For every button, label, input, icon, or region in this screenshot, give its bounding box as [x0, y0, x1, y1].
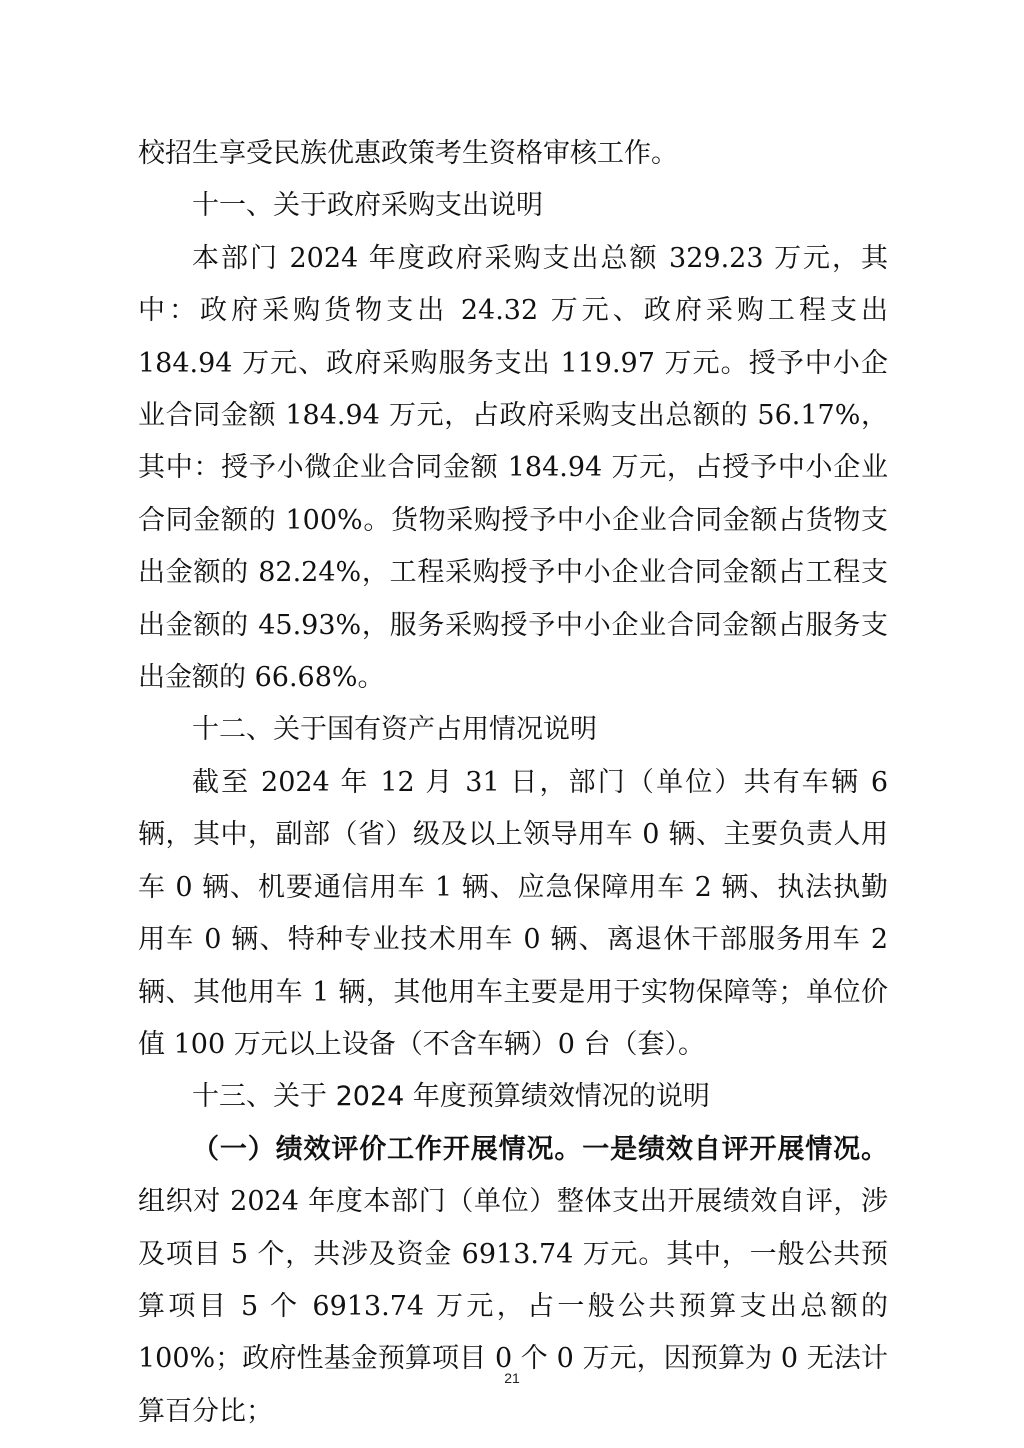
section-heading-procurement: 十一、关于政府采购支出说明 — [192, 190, 543, 222]
paragraph-state-assets: 截至 2024 年 12 月 31 日，部门（单位）共有车辆 6 辆，其中，副部（省）级及以上领导用车 0 辆、主要负责人用车 0 辆、机要通信用车 1 辆、应急保障用车 2 辆、执法执勤用车 0 辆、特种专业技术用车 0 辆、离退休干部服务用车 2 辆、其他用车 1 辆，其他用车主要是用于实物保障等；单位价值 100 万元以上设备（不含车辆）0 台（套）。 — [138, 766, 888, 1060]
document-body — [138, 128, 888, 1438]
paragraph-procurement: 本部门 2024 年度政府采购支出总额 329.23 万元，其中：政府采购货物支出 24.32 万元、政府采购工程支出 184.94 万元、政府采购服务支出 119.97 万元。授予中小企业合同金额 184.94 万元，占政府采购支出总额的 56.17%，其中：授予小微企业合同金额 184.94 万元，占授予中小企业合同金额的 100%。货物采购授予中小企业合同金额占货物支出金额的 82.24%，工程采购授予中小企业合同金额占工程支出金额的 45.93%，服务采购授予中小企业合同金额占服务支出金额的 66.68%。 — [138, 242, 888, 694]
page-number: 21 — [504, 1370, 520, 1386]
paragraph-performance — [138, 1124, 888, 1438]
section-heading-performance: 十三、关于 2024 年度预算绩效情况的说明 — [192, 1081, 710, 1113]
paragraph-continuation: 校招生享受民族优惠政策考生资格审核工作。 — [138, 138, 678, 169]
subsection-heading-evaluation: （一）绩效评价工作开展情况。一是绩效自评开展情况。 — [192, 1133, 888, 1165]
section-heading-state-assets: 十二、关于国有资产占用情况说明 — [192, 714, 597, 746]
paragraph-performance-text: 组织对 2024 年度本部门（单位）整体支出开展绩效自评，涉及项目 5 个，共涉及资金 6913.74 万元。其中，一般公共预算项目 5 个 6913.74 万元，占一般公共预算支出总额的 100%；政府性基金预算项目 0 个 0 万元，因预算为 0 无法计算百分比； — [138, 1186, 888, 1427]
